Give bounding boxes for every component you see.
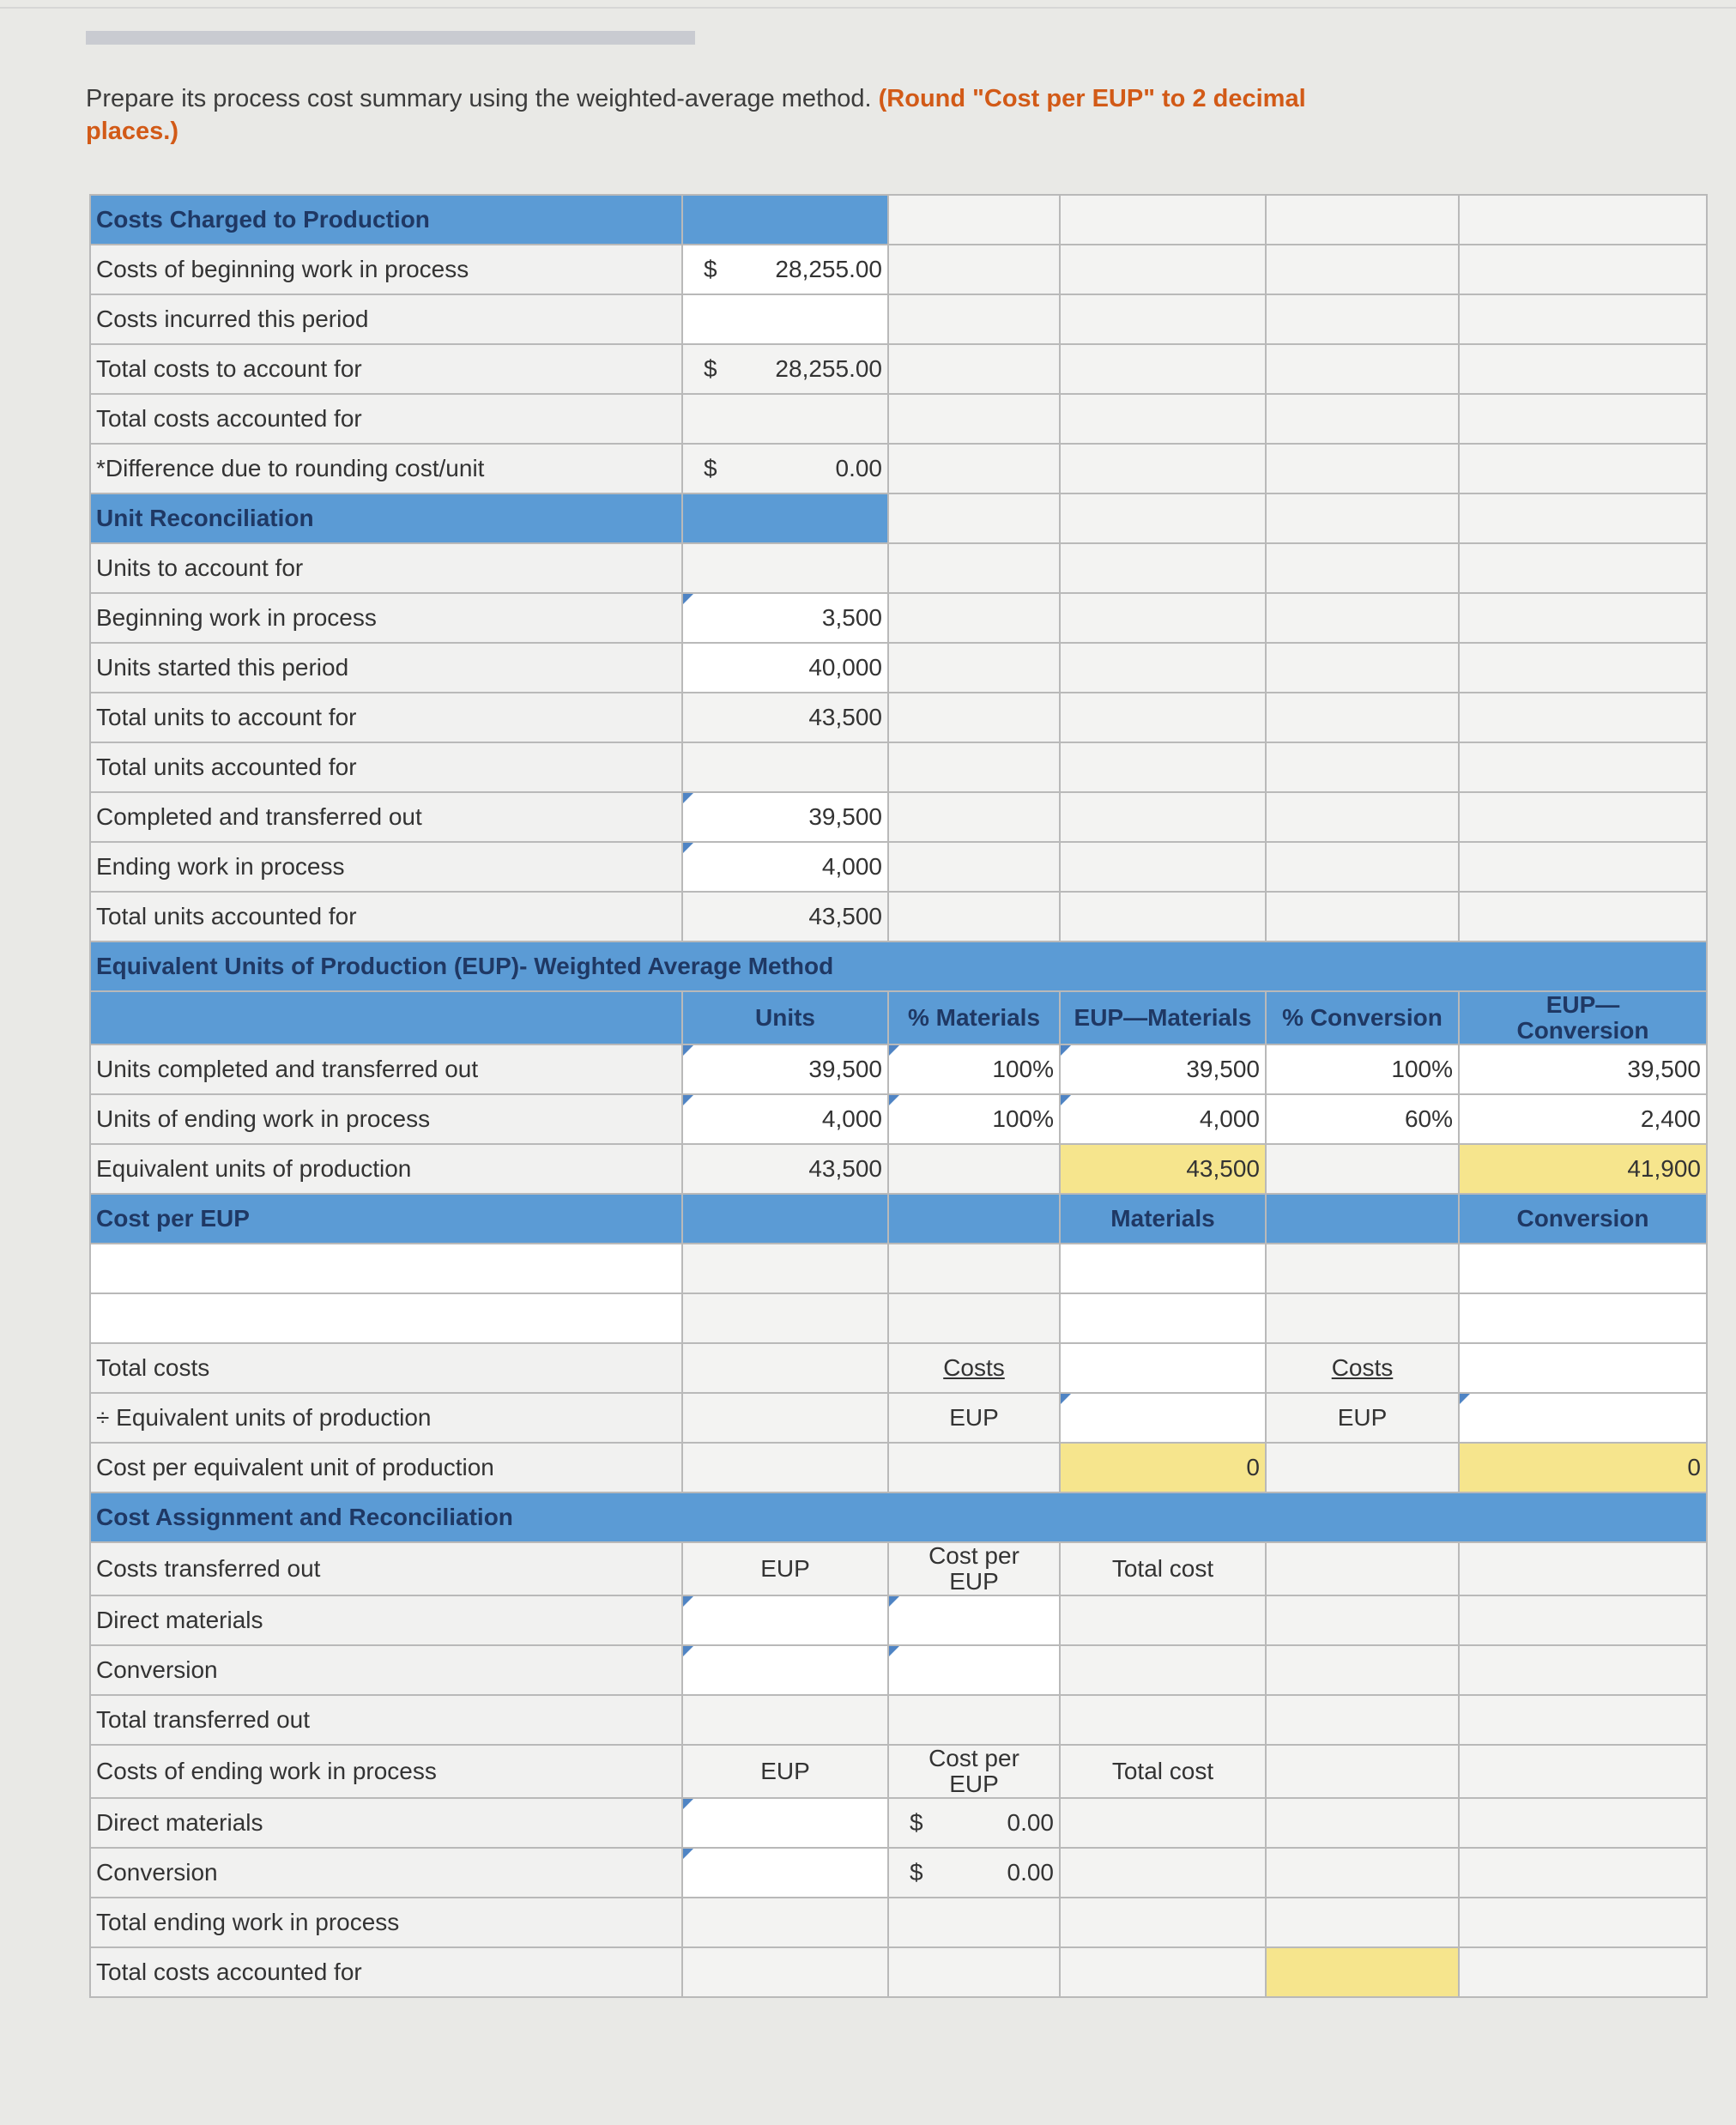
assignment-header-row [90, 1492, 1707, 1542]
eup-completed-pct-conv-input[interactable]: 100% [1266, 1044, 1459, 1094]
units-to-account-label: Units to account for [90, 543, 682, 593]
ending-conv-row [90, 1848, 1707, 1898]
col-eup-materials: EUP—Materials [1060, 991, 1266, 1044]
eup-completed-row [90, 1044, 1707, 1094]
ending-dm-cpu: $ 0.00 [888, 1798, 1060, 1848]
total-units-to-account-value: 43,500 [682, 693, 888, 742]
eup-ending-row [90, 1094, 1707, 1144]
total-units-to-account-row [90, 693, 1707, 742]
completed-transferred-label: Completed and transferred out [90, 792, 682, 842]
eup-completed-pct-mat-input[interactable]: 100% [888, 1044, 1060, 1094]
ending-wip-units-row [90, 842, 1707, 892]
eup-total-conversion: 41,900 [1459, 1144, 1707, 1194]
transferred-col-cost-per: Cost per EUP [888, 1542, 1060, 1595]
cost-per-eup-conversion-blank-1[interactable] [1459, 1244, 1707, 1293]
unit-reconciliation-header-row [90, 493, 1707, 543]
eup-ending-units-input[interactable]: 4,000 [682, 1094, 888, 1144]
cost-per-eup-blank-row-1 [90, 1244, 1707, 1293]
costs-ending-wip-label: Costs of ending work in process [90, 1745, 682, 1798]
completed-transferred-input[interactable]: 39,500 [682, 792, 888, 842]
cost-per-eup-materials-blank-2[interactable] [1060, 1293, 1266, 1343]
ending-col-total: Total cost [1060, 1745, 1266, 1798]
cost-per-eup-blank-row-2 [90, 1293, 1707, 1343]
transferred-conv-cpu-input[interactable] [888, 1645, 1060, 1695]
eup-ending-mat-input[interactable]: 4,000 [1060, 1094, 1266, 1144]
eup-ending-conv-input[interactable]: 2,400 [1459, 1094, 1707, 1144]
cost-per-eup-blank-input-2[interactable] [90, 1293, 682, 1343]
rounding-difference-value: $ 0.00 [682, 444, 888, 493]
unit-reconciliation-header: Unit Reconciliation [90, 493, 682, 543]
beginning-wip-cost-label: Costs of beginning work in process [90, 245, 682, 294]
col-pct-materials: % Materials [888, 991, 1060, 1044]
assignment-header: Cost Assignment and Reconciliation [90, 1492, 1707, 1542]
eup-total-materials: 43,500 [1060, 1144, 1266, 1194]
total-units-accounted-row [90, 892, 1707, 941]
total-transferred-row [90, 1695, 1707, 1745]
rounding-difference-label: *Difference due to rounding cost/unit [90, 444, 682, 493]
units-started-input[interactable]: 40,000 [682, 643, 888, 693]
conversion-cost-per-eup: 0 [1459, 1443, 1707, 1492]
total-costs-to-account-value: $ 28,255.00 [682, 344, 888, 394]
ending-dm-row [90, 1798, 1707, 1848]
ending-wip-units-input[interactable]: 4,000 [682, 842, 888, 892]
cost-per-eup-conversion-header: Conversion [1459, 1194, 1707, 1244]
eup-ending-label: Units of ending work in process [90, 1094, 682, 1144]
beginning-wip-units-row [90, 593, 1707, 643]
ending-wip-units-label: Ending work in process [90, 842, 682, 892]
ending-conv-label: Conversion [90, 1848, 682, 1898]
eup-completed-units-input[interactable]: 39,500 [682, 1044, 888, 1094]
col-units: Units [682, 991, 888, 1044]
instruction-text: Prepare its process cost summary using the weighted-average method. [86, 85, 872, 112]
ending-col-cost-per: Cost per EUP [888, 1745, 1060, 1798]
total-costs-to-account-row [90, 344, 1707, 394]
conversion-eup-word: EUP [1266, 1393, 1459, 1443]
ending-col-eup: EUP [682, 1745, 888, 1798]
ending-dm-label: Direct materials [90, 1798, 682, 1848]
total-costs-row [90, 1343, 1707, 1393]
instruction [86, 82, 1390, 148]
beginning-wip-units-label: Beginning work in process [90, 593, 682, 643]
materials-cost-per-eup: 0 [1060, 1443, 1266, 1492]
cost-per-eup-conversion-blank-2[interactable] [1459, 1293, 1707, 1343]
eup-ending-pct-mat-input[interactable]: 100% [888, 1094, 1060, 1144]
eup-header-row [90, 941, 1707, 991]
costs-incurred-row [90, 294, 1707, 344]
total-units-to-account-label: Total units to account for [90, 693, 682, 742]
total-costs-to-account-label: Total costs to account for [90, 344, 682, 394]
rounding-difference-row [90, 444, 1707, 493]
final-total-accounted-value [1266, 1947, 1459, 1997]
top-divider [0, 7, 1736, 9]
costs-transferred-label: Costs transferred out [90, 1542, 682, 1595]
process-cost-summary-table [89, 194, 1708, 1998]
total-costs-label: Total costs [90, 1343, 682, 1393]
transferred-dm-row [90, 1595, 1707, 1645]
total-ending-wip-label: Total ending work in process [90, 1898, 682, 1947]
costs-incurred-label: Costs incurred this period [90, 294, 682, 344]
total-units-accounted-header-row [90, 742, 1707, 792]
divide-eup-row [90, 1393, 1707, 1443]
eup-column-header-row [90, 991, 1707, 1044]
transferred-col-total: Total cost [1060, 1542, 1266, 1595]
divide-eup-label: ÷ Equivalent units of production [90, 1393, 682, 1443]
beginning-wip-cost-row [90, 245, 1707, 294]
cost-per-equivalent-unit-row [90, 1443, 1707, 1492]
total-units-accounted-value: 43,500 [682, 892, 888, 941]
cost-per-eup-materials-blank-1[interactable] [1060, 1244, 1266, 1293]
costs-ending-wip-row [90, 1745, 1707, 1798]
total-costs-accounted-label: Total costs accounted for [90, 394, 682, 444]
materials-costs-word: Costs [888, 1343, 1060, 1393]
total-transferred-label: Total transferred out [90, 1695, 682, 1745]
materials-eup-word: EUP [888, 1393, 1060, 1443]
rounding-note: (Round "Cost per EUP" to 2 decimal places.) [86, 85, 1306, 145]
transferred-conv-row [90, 1645, 1707, 1695]
conversion-total-costs-input[interactable] [1459, 1343, 1707, 1393]
total-units-accounted-header-label: Total units accounted for [90, 742, 682, 792]
beginning-wip-cost-input[interactable]: $ 28,255.00 [682, 245, 888, 294]
transferred-col-eup: EUP [682, 1542, 888, 1595]
eup-ending-pct-conv-input[interactable]: 60% [1266, 1094, 1459, 1144]
units-started-row [90, 643, 1707, 693]
cost-per-eup-header: Cost per EUP [90, 1194, 682, 1244]
ending-conv-eup-input[interactable] [682, 1848, 888, 1898]
eup-header: Equivalent Units of Production (EUP)- Weighted Average Method [90, 941, 1707, 991]
transferred-conv-label: Conversion [90, 1645, 682, 1695]
transferred-conv-eup-input[interactable] [682, 1645, 888, 1695]
ending-dm-eup-input[interactable] [682, 1798, 888, 1848]
transferred-dm-eup-input[interactable] [682, 1595, 888, 1645]
eup-completed-mat-input[interactable]: 39,500 [1060, 1044, 1266, 1094]
beginning-wip-units-input[interactable]: 3,500 [682, 593, 888, 643]
units-started-label: Units started this period [90, 643, 682, 693]
eup-total-label: Equivalent units of production [90, 1144, 682, 1194]
eup-total-row [90, 1144, 1707, 1194]
col-eup-conversion: EUP— Conversion [1459, 991, 1707, 1044]
transferred-dm-cpu-input[interactable] [888, 1595, 1060, 1645]
eup-completed-label: Units completed and transferred out [90, 1044, 682, 1094]
progress-bar [86, 31, 695, 45]
cost-per-eup-materials-header: Materials [1060, 1194, 1266, 1244]
conversion-costs-word: Costs [1266, 1343, 1459, 1393]
col-pct-conversion: % Conversion [1266, 991, 1459, 1044]
costs-incurred-input[interactable] [682, 294, 888, 344]
ending-conv-cpu: $ 0.00 [888, 1848, 1060, 1898]
total-costs-accounted-row [90, 394, 1707, 444]
total-ending-wip-row [90, 1898, 1707, 1947]
conversion-eup-input[interactable] [1459, 1393, 1707, 1443]
final-total-accounted-label: Total costs accounted for [90, 1947, 682, 1997]
materials-total-costs-input[interactable] [1060, 1343, 1266, 1393]
cost-per-equivalent-unit-label: Cost per equivalent unit of production [90, 1443, 682, 1492]
total-units-accounted-label: Total units accounted for [90, 892, 682, 941]
costs-transferred-row [90, 1542, 1707, 1595]
units-to-account-row [90, 543, 1707, 593]
costs-charged-header: Costs Charged to Production [90, 195, 682, 245]
final-total-accounted-row [90, 1947, 1707, 1997]
costs-charged-header-row [90, 195, 1707, 245]
transferred-dm-label: Direct materials [90, 1595, 682, 1645]
cost-per-eup-blank-input-1[interactable] [90, 1244, 682, 1293]
eup-completed-conv-input[interactable]: 39,500 [1459, 1044, 1707, 1094]
completed-transferred-row [90, 792, 1707, 842]
cost-per-eup-header-row [90, 1194, 1707, 1244]
eup-total-units: 43,500 [682, 1144, 888, 1194]
materials-eup-input[interactable] [1060, 1393, 1266, 1443]
